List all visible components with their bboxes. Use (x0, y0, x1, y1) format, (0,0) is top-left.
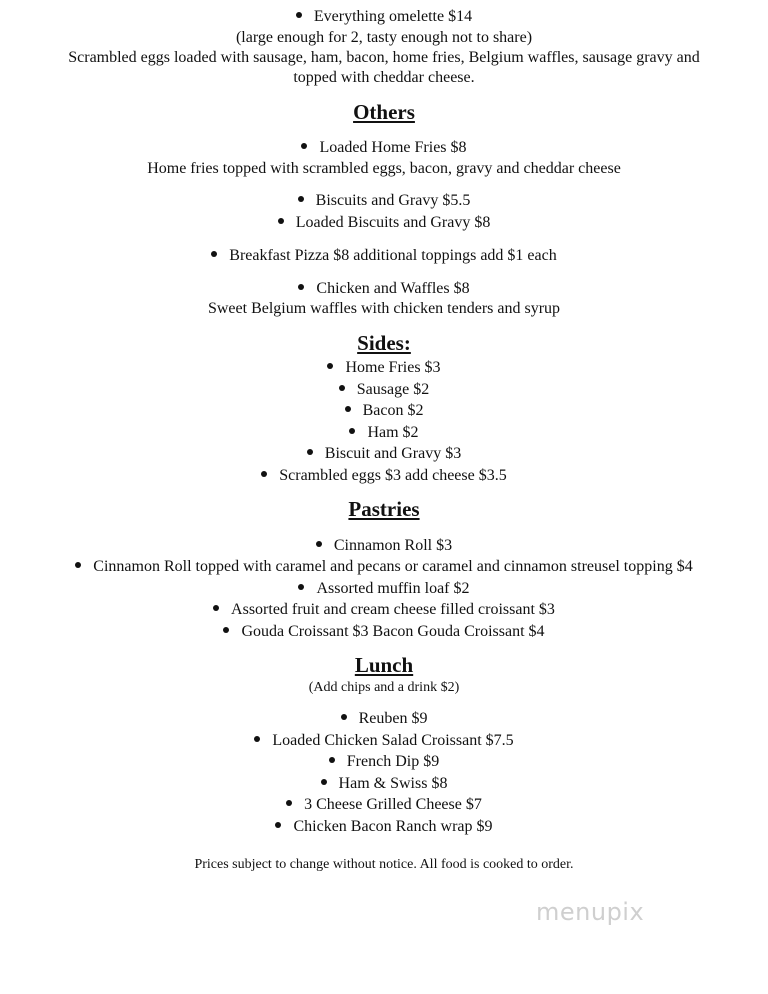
menu-item: Scrambled eggs $3 add cheese $3.5 (0, 466, 768, 486)
bullet-icon (261, 471, 267, 477)
section-title-others: Others (353, 100, 415, 124)
menu-item: Loaded Chicken Salad Croissant $7.5 (0, 731, 768, 751)
section-title-pastries: Pastries (348, 497, 420, 521)
bullet-icon (339, 385, 345, 391)
section-title-sides: Sides: (357, 331, 411, 355)
item-description: Home fries topped with scrambled eggs, bacon, gravy and cheddar cheese (147, 160, 621, 177)
bullet-icon (298, 584, 304, 590)
menu-item: 3 Cheese Grilled Cheese $7 (0, 795, 768, 815)
item-description: Scrambled eggs loaded with sausage, ham, bacon, home fries, Belgium waffles, sausage gravy and (68, 49, 700, 66)
item-note: (large enough for 2, tasty enough not to share) (235, 29, 533, 46)
menu-item: Biscuit and Gravy $3 (0, 444, 768, 464)
bullet-icon (296, 12, 302, 18)
item-description: Sweet Belgium waffles with chicken tenders and syrup (207, 300, 561, 317)
menu-item: Cinnamon Roll $3 (0, 536, 768, 556)
menu-item: Cinnamon Roll topped with caramel and pecans or caramel and cinnamon streusel topping $4 (0, 557, 768, 577)
menu-item: Bacon $2 (0, 401, 768, 421)
menupix-watermark: menupix (536, 898, 645, 926)
section-title-lunch: Lunch (354, 653, 414, 677)
lunch-note: (Add chips and a drink $2) (308, 680, 460, 695)
bullet-icon (223, 627, 229, 633)
item-description: topped with cheddar cheese. (293, 69, 475, 86)
bullet-icon (341, 714, 347, 720)
bullet-icon (307, 449, 313, 455)
menu-item: Loaded Biscuits and Gravy $8 (0, 213, 768, 233)
menu-item: Loaded Home Fries $8 (0, 138, 768, 158)
menu-item: Gouda Croissant $3 Bacon Gouda Croissant $4 (0, 622, 768, 642)
bullet-icon (275, 822, 281, 828)
bullet-icon (345, 406, 351, 412)
menu-item: Chicken Bacon Ranch wrap $9 (0, 817, 768, 837)
menu-item: Sausage $2 (0, 380, 768, 400)
menu-item-everything-omelette: Everything omelette $14 (0, 7, 768, 27)
menu-item: Chicken and Waffles $8 (0, 279, 768, 299)
menu-item: Breakfast Pizza $8 additional toppings add $1 each (0, 246, 768, 266)
bullet-icon (298, 196, 304, 202)
menu-item: Reuben $9 (0, 709, 768, 729)
bullet-icon (321, 779, 327, 785)
bullet-icon (75, 562, 81, 568)
bullet-icon (211, 251, 217, 257)
menu-item: Assorted fruit and cream cheese filled croissant $3 (0, 600, 768, 620)
bullet-icon (286, 800, 292, 806)
bullet-icon (298, 284, 304, 290)
bullet-icon (213, 605, 219, 611)
bullet-icon (301, 143, 307, 149)
bullet-icon (316, 541, 322, 547)
bullet-icon (349, 428, 355, 434)
price-notice: Prices subject to change without notice. All food is cooked to order. (194, 857, 574, 872)
menu-item: French Dip $9 (0, 752, 768, 772)
menu-item: Ham & Swiss $8 (0, 774, 768, 794)
bullet-icon (327, 363, 333, 369)
bullet-icon (329, 757, 335, 763)
menu-item: Ham $2 (0, 423, 768, 443)
menu-item: Biscuits and Gravy $5.5 (0, 191, 768, 211)
bullet-icon (254, 736, 260, 742)
bullet-icon (278, 218, 284, 224)
menu-item: Home Fries $3 (0, 358, 768, 378)
menu-item: Assorted muffin loaf $2 (0, 579, 768, 599)
